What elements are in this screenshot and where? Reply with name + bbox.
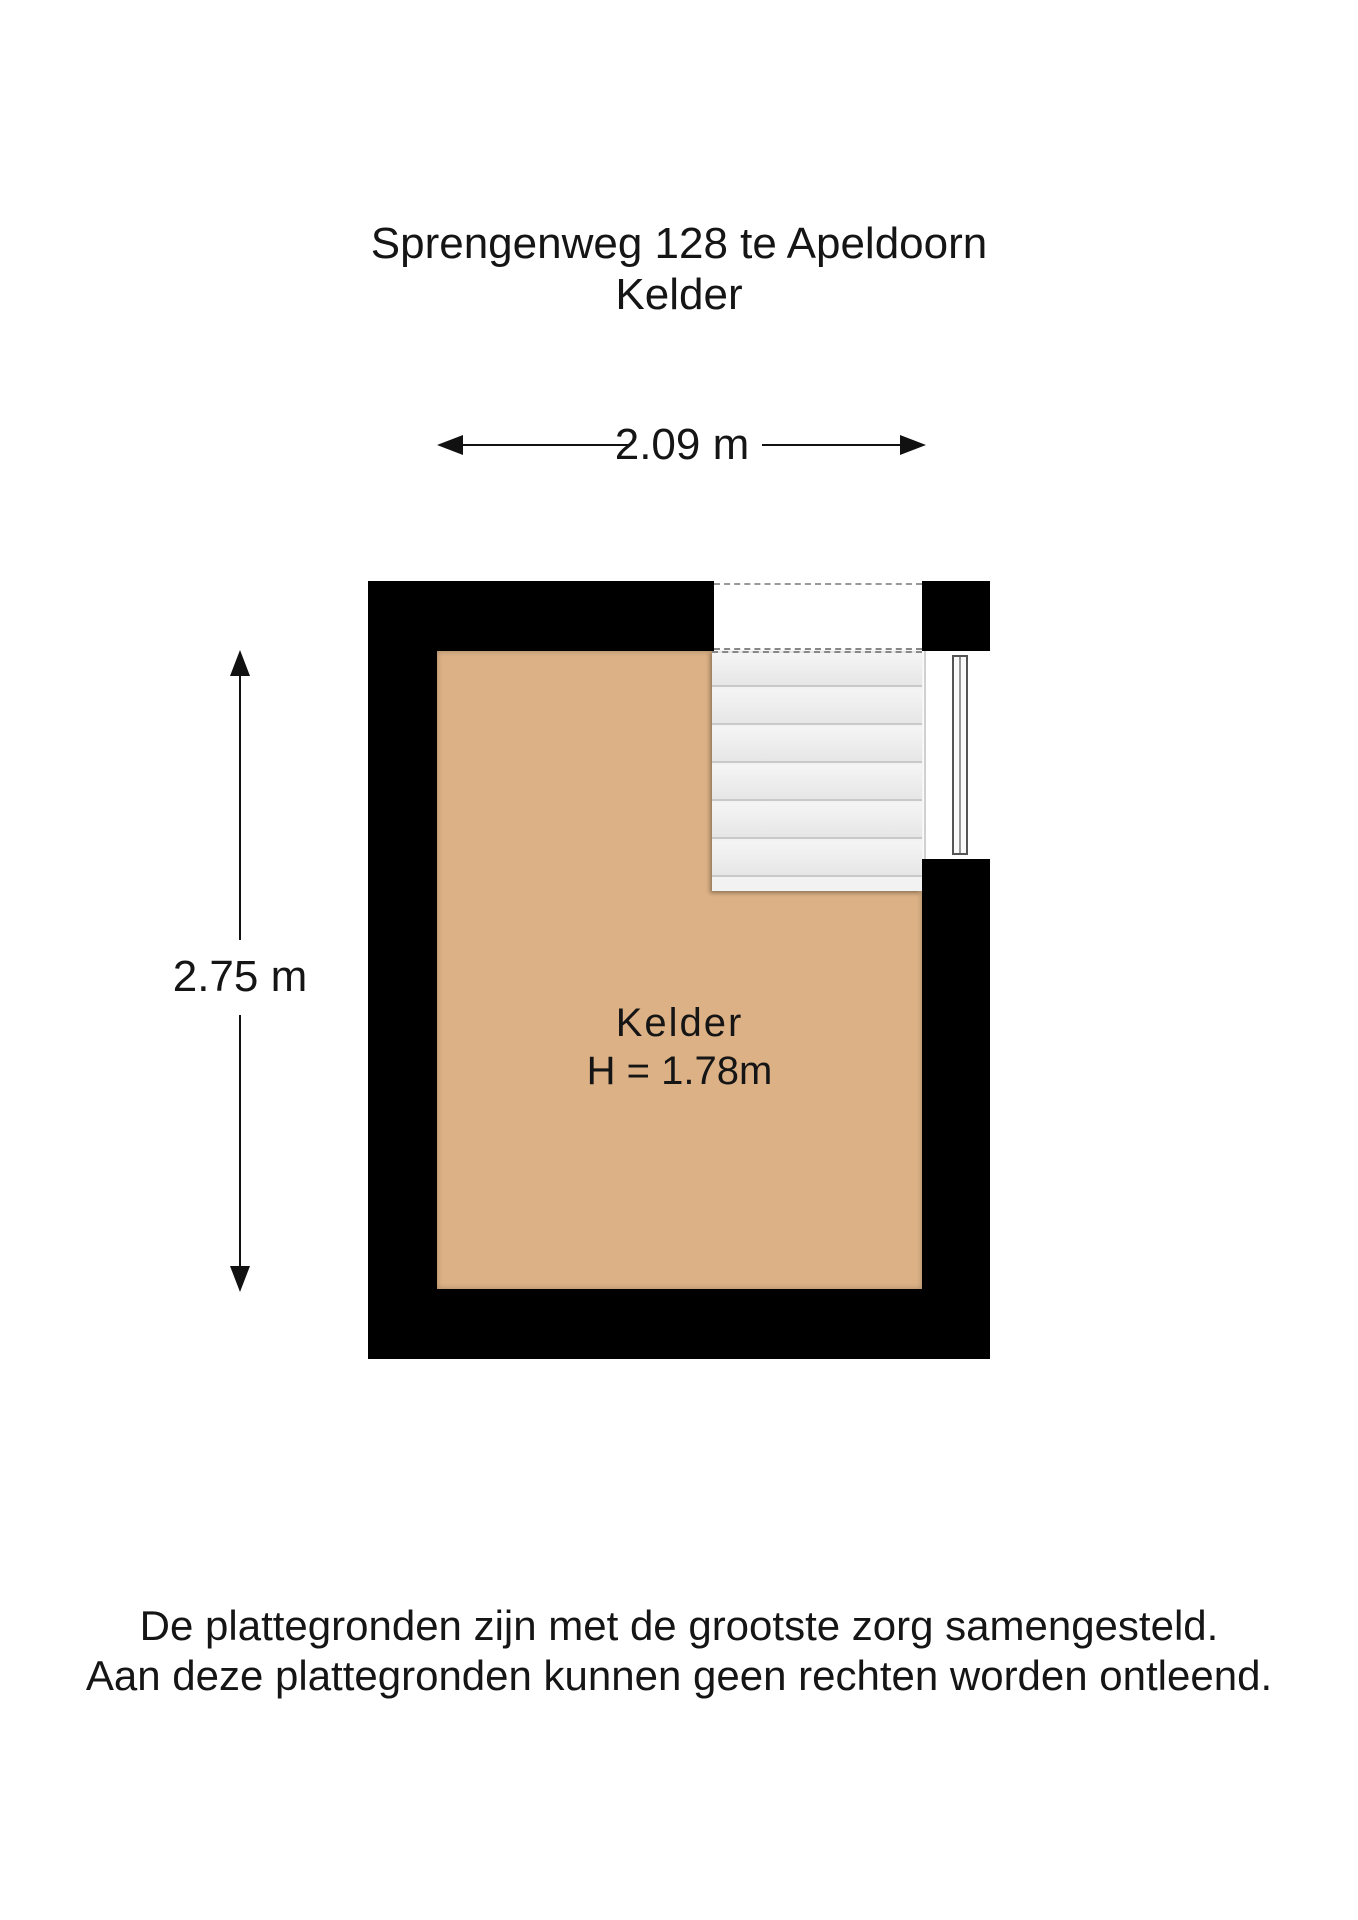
stair-step <box>712 765 922 801</box>
stair-step <box>712 841 922 877</box>
wall-left <box>368 581 437 1359</box>
width-dimension <box>437 420 926 470</box>
arrow-down-icon <box>230 1266 250 1292</box>
width-dimension-label: 2.09 m <box>614 420 750 469</box>
disclaimer-line-1: De plattegronden zijn met de grootste zorg samengesteld. <box>139 1602 1219 1649</box>
stair-step <box>712 803 922 839</box>
height-dimension-label: 2.75 m <box>170 952 310 1002</box>
window <box>924 651 990 859</box>
height-dimension <box>170 650 310 1292</box>
stair-step <box>712 651 922 687</box>
arrow-right-icon <box>900 435 926 455</box>
dimension-line <box>451 444 631 446</box>
room-name-label: Kelder <box>615 1001 744 1045</box>
dimension-line <box>239 670 241 940</box>
stair-step <box>712 727 922 763</box>
wall-right <box>922 859 990 1359</box>
disclaimer-line-2: Aan deze plattegronden kunnen geen rechten worden ontleend. <box>85 1652 1273 1699</box>
stair-opening <box>714 583 922 650</box>
floor-name-title: Kelder <box>615 270 743 319</box>
stair-step <box>712 689 922 725</box>
window-pane <box>952 655 968 855</box>
staircase <box>712 651 922 891</box>
wall-bottom <box>368 1289 990 1359</box>
dimension-line <box>762 444 912 446</box>
room-height-label: H = 1.78m <box>586 1049 773 1093</box>
dimension-line <box>239 1015 241 1270</box>
floorplan-address-title: Sprengenweg 128 te Apeldoorn <box>370 219 988 268</box>
floorplan <box>368 581 990 1359</box>
wall-top-right <box>922 581 990 651</box>
